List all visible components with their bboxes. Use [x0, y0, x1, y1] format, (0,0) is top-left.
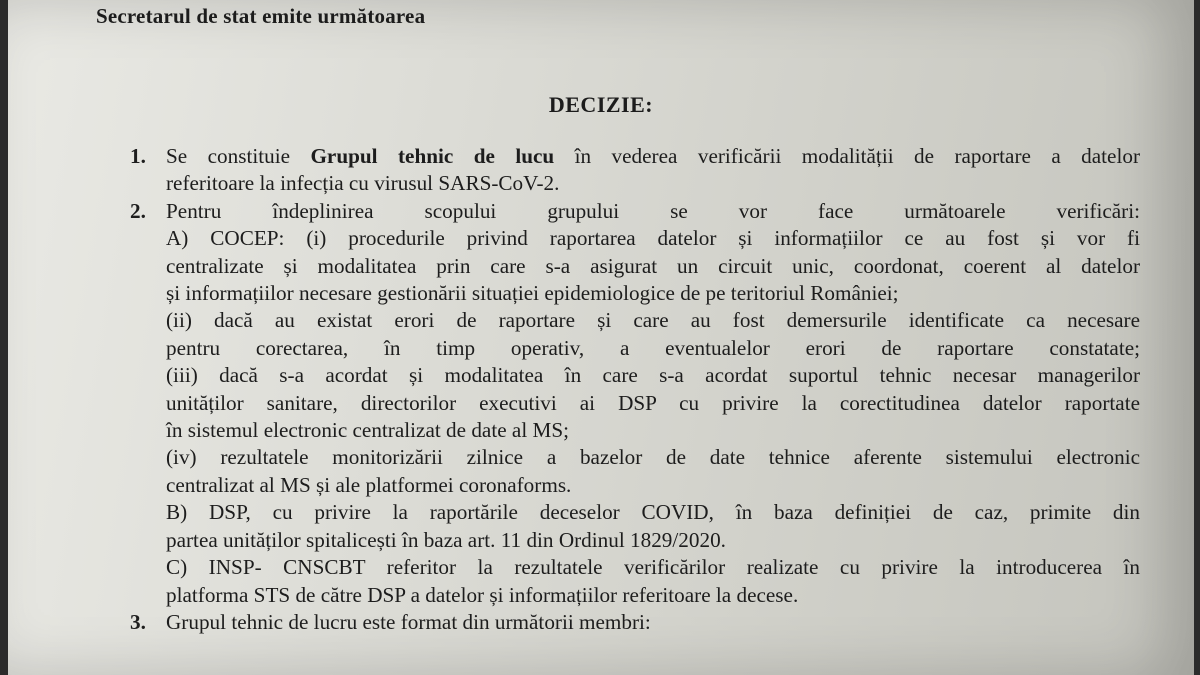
article-1 — [130, 143, 1140, 198]
document-page — [8, 0, 1194, 675]
article-line: Se constituie Grupul tehnic de lucu în vederea verificării modalității de raportare a datelor — [166, 144, 1140, 168]
article-number: 3. — [130, 609, 146, 634]
article-2 — [130, 198, 1140, 609]
decision-body — [130, 143, 1140, 636]
bold-term: Grupul tehnic de lucu — [310, 144, 555, 168]
decision-title: DECIZIE: — [548, 92, 654, 117]
article-line: referitoare la infecția cu virusul SARS-CoV-2. — [166, 171, 560, 196]
article-line: C) INSP- CNSCBT referitor la rezultatele verificărilor realizate cu privire la introducerea în — [166, 555, 1140, 580]
article-line: B) DSP, cu privire la raportările deceselor COVID, în baza definiției de caz, primite din — [166, 500, 1140, 525]
article-line: și informațiilor necesare gestionării situației epidemiologice de pe teritoriul României; — [166, 281, 899, 306]
article-line: în sistemul electronic centralizat de date al MS; — [166, 418, 570, 443]
article-line: (ii) dacă au existat erori de raportare și care au fost demersurile identificate ca necesare — [166, 308, 1140, 333]
article-line: pentru corectarea, în timp operativ, a eventualelor erori de raportare constatate; — [166, 335, 1140, 360]
article-line: A) COCEP: (i) procedurile privind raportarea datelor și informațiilor ce au fost și vor fi — [166, 226, 1140, 251]
article-line: Pentru îndeplinirea scopului grupului se vor face următoarele verificări: — [166, 198, 1140, 223]
intro-line: Secretarul de stat emite următoarea — [96, 4, 426, 28]
article-line: partea unităților spitalicești în baza art. 11 din Ordinul 1829/2020. — [166, 527, 726, 552]
article-line: platforma STS de către DSP a datelor și informațiilor referitoare la decese. — [166, 582, 799, 607]
article-number: 1. — [130, 144, 146, 168]
article-line: centralizate și modalitatea prin care s-a asigurat un circuit unic, coordonat, coerent al datelor — [166, 253, 1140, 278]
article-line: unităților sanitare, directorilor executivi ai DSP cu privire la corectitudinea datelor raportate — [166, 390, 1140, 415]
article-line: (iv) rezultatele monitorizării zilnice a bazelor de date tehnice aferente sistemului electronic — [166, 445, 1140, 470]
article-3 — [130, 609, 1140, 636]
article-line: centralizat al MS și ale platformei coronaforms. — [166, 472, 572, 497]
article-line: (iii) dacă s-a acordat și modalitatea în care s-a acordat suportul tehnic necesar managerilor — [166, 363, 1140, 388]
article-number: 2. — [130, 198, 146, 223]
article-line: Grupul tehnic de lucru este format din următorii membri: — [166, 609, 651, 634]
